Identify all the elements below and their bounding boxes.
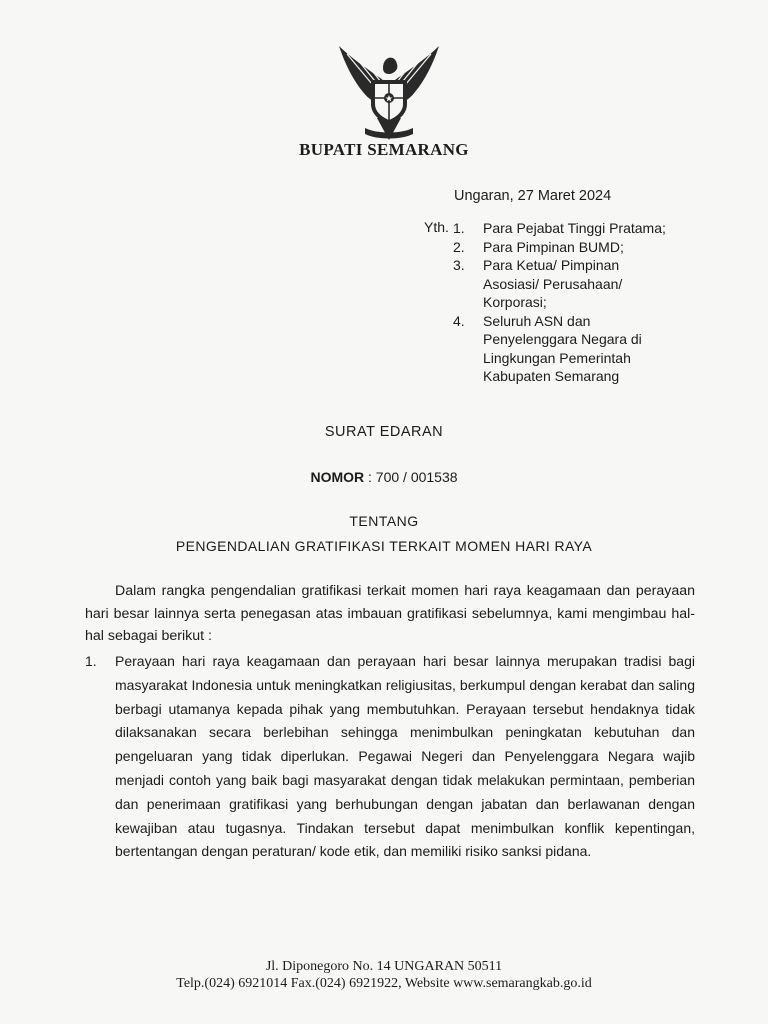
document-number-label: NOMOR: [310, 469, 365, 485]
recipient-number: 3.: [453, 257, 465, 273]
document-type: SURAT EDARAN: [324, 424, 444, 440]
recipient-text: Para Pimpinan BUMD;: [483, 238, 624, 255]
document-number: [0, 469, 768, 485]
recipient-text: Seluruh ASN dan Penyelenggara Negara di Lingkungan Pemerintah Kabupaten Semarang: [483, 312, 642, 384]
recipient-item: [453, 256, 673, 312]
document-subject: PENGENDALIAN GRATIFIKASI TERKAIT MOMEN HARI RAYA: [175, 538, 593, 554]
recipient-salutation: Yth.: [424, 219, 449, 235]
footer-address: Jl. Diponegoro No. 14 UNGARAN 50511: [265, 959, 503, 974]
document-number-value: : 700 / 001538: [368, 469, 458, 485]
item-text: Perayaan hari raya keagamaan dan perayaan hari besar lainnya merupakan tradisi bagi masyarakat Indonesia untuk meningkatkan religiusitas, berkumpul dengan kerabat dan saling berbagi utamanya kepada pihak yang membutuhkan. Perayaan tersebut hendaknya tidak dilaksanakan secara berlebihan sehingga menimbulkan peningkatan kebutuhan dan pengeluaran yang tidak diperlukan. Pegawai Negeri dan Penyelenggara Negara wajib menjadi contoh yang baik bagi masyarakat dengan tidak melakukan permintaan, pemberian dan penerimaan gratifikasi yang berhubungan dengan jabatan dan berlawanan dengan kewajiban atau tugasnya. Tindakan tersebut dapat menimbulkan konflik kepentingan, bertentangan dengan peraturan/ kode etik, dan memiliki risiko sanksi pidana.: [115, 653, 695, 860]
recipient-text: Para Ketua/ Pimpinan Asosiasi/ Perusahaan/ Korporasi;: [483, 257, 623, 310]
footer-contact: Telp.(024) 6921014 Fax.(024) 6921922, Website www.semarangkab.go.id: [176, 976, 592, 991]
letter-date: Ungaran, 27 Maret 2024: [454, 188, 612, 204]
recipient-item: [453, 312, 673, 386]
recipient-text: Para Pejabat Tinggi Pratama;: [483, 220, 666, 236]
recipient-item: [453, 219, 673, 238]
item-number: 1.: [85, 653, 97, 669]
intro-paragraph: Dalam rangka pengendalian gratifikasi terkait momen hari raya keagamaan dan perayaan hari besar lainnya serta penegasan atas imbauan gratifikasi sebelumnya, kami mengimbau hal-hal sebagai berikut :: [85, 583, 695, 644]
recipient-number: 2.: [453, 238, 465, 255]
numbered-item: [85, 650, 695, 864]
garuda-emblem-icon: [333, 40, 445, 144]
recipient-number: 1.: [453, 220, 465, 236]
recipient-item: [453, 238, 673, 257]
recipient-number: 4.: [453, 312, 465, 329]
office-title: BUPATI SEMARANG: [299, 140, 469, 159]
about-heading: TENTANG: [349, 513, 419, 529]
recipient-list: [453, 219, 673, 386]
